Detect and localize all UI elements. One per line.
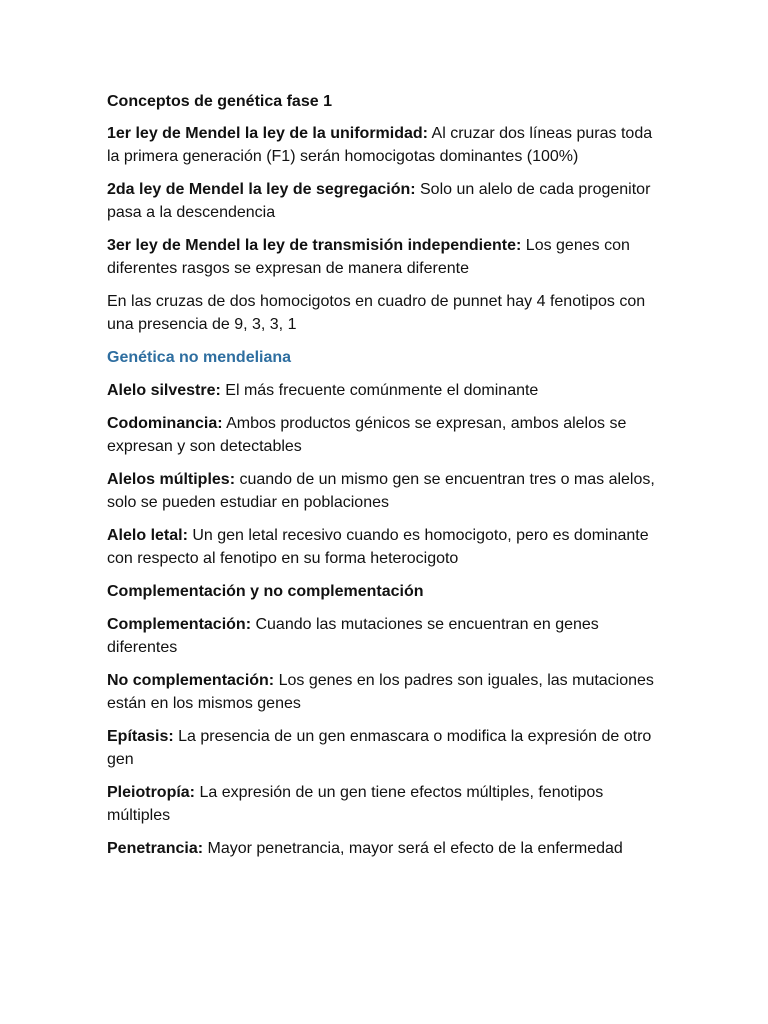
term-alelo-silvestre: Alelo silvestre: xyxy=(107,382,221,399)
term-epitasis: Epítasis: xyxy=(107,728,174,745)
text-mendel-law-1: Al cruzar dos líneas puras toda la primera generación (F1) serán homocigotas dominantes (100%) xyxy=(107,125,653,165)
term-no-complementacion: No complementación: xyxy=(107,672,275,689)
term-pleiotropia: Pleiotropía: xyxy=(107,784,196,801)
term-mendel-law-1: 1er ley de Mendel la ley de la uniformidad: xyxy=(107,125,428,142)
paragraph-complementacion xyxy=(107,613,668,659)
document-title: Conceptos de genética fase 1 xyxy=(107,93,332,110)
paragraph-mendel-law-1 xyxy=(107,122,668,168)
paragraph-alelo-letal xyxy=(107,524,668,570)
term-mendel-law-2: 2da ley de Mendel la ley de segregación: xyxy=(107,181,416,198)
paragraph-penetrancia xyxy=(107,837,668,860)
text-codominancia: Ambos productos génicos se expresan, ambos alelos se expresan y son detectables xyxy=(107,415,627,455)
term-penetrancia: Penetrancia: xyxy=(107,840,204,857)
text-alelo-letal: Un gen letal recesivo cuando es homocigoto, pero es dominante con respecto al fenotipo en su forma heterocigoto xyxy=(107,527,649,567)
text-punnet: En las cruzas de dos homocigotos en cuadro de punnet hay 4 fenotipos con una presencia de 9, 3, 3, 1 xyxy=(107,293,646,333)
text-mendel-law-2: Solo un alelo de cada progenitor pasa a la descendencia xyxy=(107,181,651,221)
text-alelo-silvestre: El más frecuente comúnmente el dominante xyxy=(220,382,539,399)
text-penetrancia: Mayor penetrancia, mayor será el efecto de la enfermedad xyxy=(203,840,623,857)
paragraph-epitasis xyxy=(107,725,668,771)
term-complementacion: Complementación: xyxy=(107,616,252,633)
text-complementacion: Cuando las mutaciones se encuentran en genes diferentes xyxy=(107,616,599,656)
text-alelos-multiples: cuando de un mismo gen se encuentran tres o mas alelos, solo se pueden estudiar en poblaciones xyxy=(107,471,655,511)
paragraph-mendel-law-3 xyxy=(107,234,668,280)
text-pleiotropia: La expresión de un gen tiene efectos múltiples, fenotipos múltiples xyxy=(107,784,604,824)
paragraph-alelos-multiples xyxy=(107,468,668,514)
paragraph-alelo-silvestre xyxy=(107,379,668,402)
term-alelo-letal: Alelo letal: xyxy=(107,527,188,544)
paragraph-punnet xyxy=(107,290,668,336)
paragraph-codominancia xyxy=(107,412,668,458)
term-alelos-multiples: Alelos múltiples: xyxy=(107,471,236,488)
paragraph-mendel-law-2 xyxy=(107,178,668,224)
term-mendel-law-3: 3er ley de Mendel la ley de transmisión independiente: xyxy=(107,237,522,254)
text-epitasis: La presencia de un gen enmascara o modifica la expresión de otro gen xyxy=(107,728,652,768)
term-codominancia: Codominancia: xyxy=(107,415,223,432)
paragraph-no-complementacion xyxy=(107,669,668,715)
text-no-complementacion: Los genes en los padres son iguales, las mutaciones están en los mismos genes xyxy=(107,672,654,712)
text-mendel-law-3: Los genes con diferentes rasgos se expresan de manera diferente xyxy=(107,237,630,277)
paragraph-pleiotropia xyxy=(107,781,668,827)
section-heading-complementacion: Complementación y no complementación xyxy=(107,583,424,600)
section-heading-no-mendeliana: Genética no mendeliana xyxy=(107,349,292,366)
